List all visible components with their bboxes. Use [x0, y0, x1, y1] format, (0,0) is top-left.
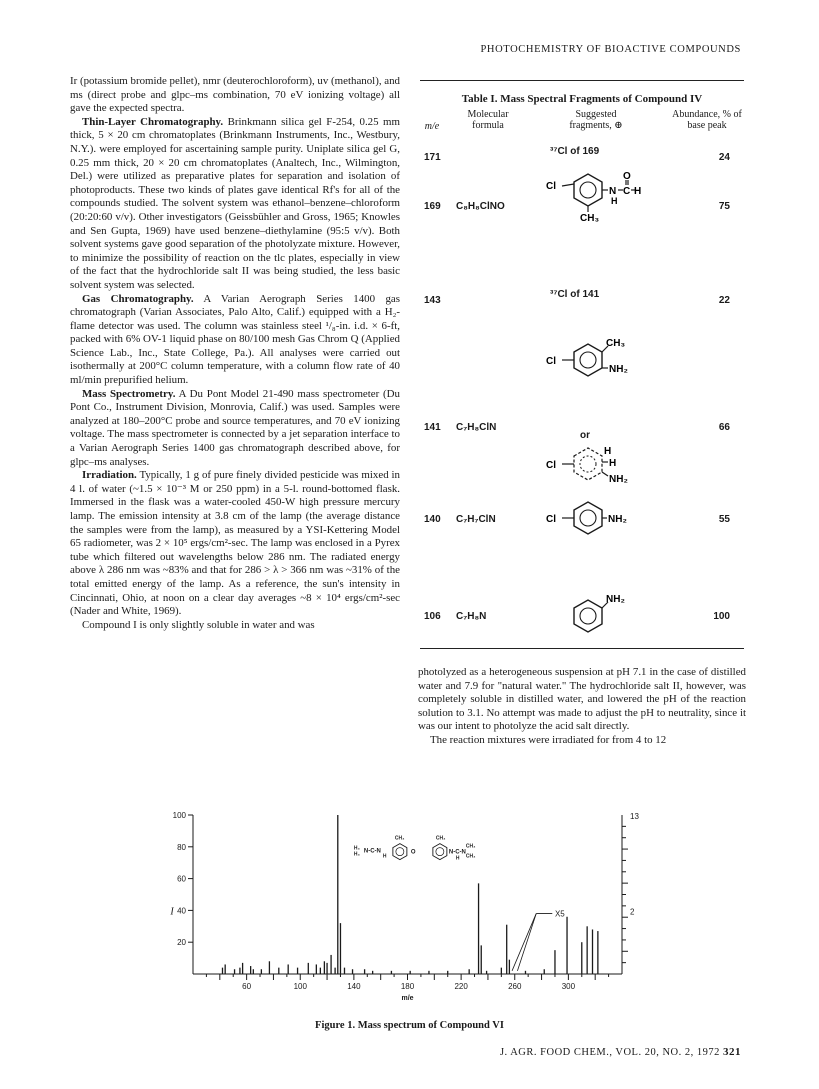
x-tick-label: 100 [293, 982, 307, 991]
struct-ch3-label: CH₃ [606, 338, 626, 349]
paragraph-compound-i: Compound I is only slightly soluble in water and was [82, 618, 315, 631]
row-abundance: 75 [718, 201, 730, 212]
gc-text: A Varian Aerograph Series 1400 gas chromatograph (Varian Associates, Palo Alto, Calif.) equipped with a H₂-flame detector was used. The column was stainless steel ¹/₈-in. i.d. × 6-ft, packed with 6% OV-1 liquid phase on 80/100 mesh Gas Chrom Q (Applied Science Lab., Inc., State College, Pa.). All analyses were carried out isothermally at 200°C column temperature, with a column flow rate of 40 ml/min prepurified helium. [70, 292, 400, 387]
struct-nh2-label: NH₂ [609, 364, 628, 375]
table-header [420, 109, 744, 137]
row-me: 169 [424, 201, 441, 212]
structure-140-image [532, 500, 642, 540]
compound-vi-bond [393, 844, 407, 860]
compound-vi-atom-label: H₃ [353, 845, 360, 852]
col-abundance-header: Abundance, % of base peak [672, 109, 742, 131]
structure-141b-image [532, 442, 642, 490]
gc-heading: Gas Chromatography. [82, 292, 194, 305]
paragraph-photolyzed: photolyzed as a heterogeneous suspension at pH 7.1 in the case of distilled water and 7.9 for "natural water." The hydrochloride salt II, however, was completely soluble in distilled water, and lowered the pH of the reaction solution to 3.1. No attempt was made to adjust the pH to neutrality, since it was our intent to photolyze the acid salt directly. [418, 666, 746, 733]
row-formula: C₇H₇ClN [456, 514, 496, 525]
compound-vi-atom-label: H [455, 855, 460, 862]
annotation-x5: X5 [554, 909, 565, 919]
compound-vi-atom-label: CH₃ [465, 853, 476, 860]
row-me: 106 [424, 611, 441, 622]
row-me: 140 [424, 514, 441, 525]
row-abundance: 55 [718, 514, 730, 525]
tlc-heading: Thin-Layer Chromatography. [82, 115, 224, 128]
right-axis-label-top: 13 [630, 812, 639, 821]
compound-vi-atom-label: CH₃ [465, 843, 476, 850]
compound-vi-atom-label: H₃ [353, 851, 360, 858]
compound-vi-structure [354, 836, 476, 862]
struct-nh2-label: NH₂ [609, 474, 628, 485]
figure-caption: Figure 1. Mass spectrum of Compound VI [315, 1020, 504, 1031]
mass-spectrum-svg [160, 805, 650, 1020]
struct-n-label: N [609, 186, 617, 197]
paragraph-ms [70, 388, 400, 470]
annotation-leader [512, 914, 536, 971]
x-tick-label: 140 [347, 982, 361, 991]
compound-vi-atom-label: CH₃ [394, 835, 405, 842]
x-tick-label: 260 [508, 982, 522, 991]
table-1 [420, 80, 744, 622]
struct-o-label: O [623, 171, 631, 182]
row-formula: C₇H₈N [456, 611, 487, 622]
compound-vi-bond [433, 844, 447, 860]
compound-vi-atom-label: N-C-N [363, 848, 381, 855]
structure-141a-image [532, 338, 642, 384]
irradiation-heading: Irradiation. [82, 469, 137, 482]
table-title: Table I. Mass Spectral Fragments of Compound IV [461, 93, 703, 105]
compound-vi-bond [396, 848, 404, 856]
row-abundance: 66 [718, 422, 730, 433]
row-me: 143 [424, 295, 441, 306]
compound-vi-atom-label: O [410, 849, 416, 856]
col-me-header: m/e [424, 121, 440, 132]
x-axis-label: m/e [401, 995, 414, 1002]
y-tick-label: 80 [177, 842, 186, 852]
journal-citation: J. AGR. FOOD CHEM., VOL. 20, NO. 2, 1972 [499, 1047, 720, 1058]
struct-h-label-2: H [609, 458, 617, 469]
irradiation-text: Typically, 1 g of pure finely divided pesticide was mixed in 4 l. of water (~1.5 × 10⁻³ M or 250 ppm) in a 5-l. round-bottomed flask. Immersed in the flask was a water-cooled 450-W high pressure mercury lamp. The emission intensity at 3.8 cm of the lamp (the average distance the samples were from the lamp), as measured by a YSI-Kettering Model 65 radiometer, was 2 × 10⁵ ergs/cm²-sec. The lamp was enclosed in a Pyrex tube which filtered out wavelengths below 286 nm. The radiated energy above λ 286 nm was ~83% and that for 286 > λ > 366 nm was ~31% of the total emitted energy of the lamp. As a reference, the sun's intensity in Cincinnati, Ohio, at noon on a clear day averages ~8 × 10⁴ ergs/cm²-sec (Nader and White, 1969). [70, 469, 400, 618]
paragraph-reaction: The reaction mixtures were irradiated for from 4 to 12 [430, 733, 667, 746]
ms-heading: Mass Spectrometry. [82, 387, 176, 400]
x-tick-label: 300 [561, 982, 576, 991]
page-number: 321 [723, 1046, 741, 1058]
struct-cl-label: Cl [546, 356, 556, 367]
row-abundance: 24 [718, 152, 730, 163]
ms-text: A Du Pont Model 21-490 mass spectrometer (Du Pont Co., Instrument Division, Monrovia, Calif.) was used. Samples were analyzed at 180–200°C probe and source temperatures, and 70 eV ionizing voltage. The mass spectrometer is connected by a jet separation interface to a Varian Aerograph Series 1400 gas chromatograph described above, for glpc–ms analyses. [70, 387, 400, 468]
struct-h-label: H [604, 446, 612, 457]
struct-nh2-label: NH₂ [608, 514, 627, 525]
structure-169-image [532, 170, 642, 232]
row-formula: C₈H₈ClNO [456, 201, 505, 212]
compound-vi-atom-label: H [382, 853, 387, 860]
compound-vi-atom-label: N-C-N [448, 849, 466, 856]
struct-nh2-label: NH₂ [606, 594, 625, 605]
right-axis-label-bottom: 2 [630, 907, 635, 917]
y-tick-label: 20 [177, 938, 186, 948]
row-abundance: 22 [718, 295, 730, 306]
tlc-text: Brinkmann silica gel F-254, 0.25 mm thick, 5 × 20 cm chromatoplates (Brinkmann Instruments, Inc., Westbury, N.Y.). were employed for ascertaining sample purity. Uniplate silica gel G, 0.25 mm thick, 20 × 20 cm chromatoplates (Analtech, Inc., Wilmington, Del.) were utilized as preparative plates for separation and isolation of photoproducts. These two kinds of plates gave identical Rf's for all of the compounds studied. The solvent system was ethanol–benzene–chloroform (20:20:60 v/v). Other investigators (Geissbühler and Gross, 1965; Knowles and Sen Gupta, 1969) have used benzene–diethylamine (95:5 v/v). Both solvent systems gave good separation of the photolyzate mixture. However, to minimize the possibility of reaction on the tlc plates, especially in view of the fact that the hydrochloride salt II was being studied, the less basic solvent system was selected. [70, 115, 400, 291]
struct-cl-label: Cl [546, 181, 556, 192]
or-label: or [580, 430, 590, 441]
y-tick-label: 60 [177, 874, 186, 884]
left-column [70, 75, 400, 632]
x-tick-label: 220 [454, 982, 468, 991]
y-tick-label: 40 [177, 906, 186, 916]
row-fragment: ³⁷Cl of 141 [550, 289, 600, 300]
structure-106-image [532, 588, 642, 636]
y-axis-label: I [170, 906, 174, 918]
compound-vi-bond [436, 848, 444, 856]
paragraph-gc [70, 293, 400, 388]
table-bottom-rule [420, 648, 744, 649]
compound-vi-atom-label: CH₃ [435, 835, 446, 842]
row-formula: C₇H₈ClN [456, 422, 497, 433]
running-title: PHOTOCHEMISTRY OF BIOACTIVE COMPOUNDS [480, 44, 741, 55]
row-me: 171 [424, 152, 441, 163]
row-me: 141 [424, 422, 441, 433]
struct-cl-label: Cl [546, 514, 556, 525]
struct-ch3-label: CH₃ [580, 213, 600, 224]
struct-nh-label: H [611, 196, 618, 206]
x-tick-label: 180 [400, 982, 415, 991]
table-top-rule [420, 80, 744, 81]
paragraph-spectra: Ir (potassium bromide pellet), nmr (deuterochloroform), uv (methanol), and ms (direct probe and glpc–ms combination, 70 eV ionizing voltage) all gave the expected spectra. [70, 75, 400, 115]
col-formula-header: Molecular formula [467, 109, 509, 131]
annotation-leader [517, 914, 536, 971]
x-tick-label: 60 [242, 982, 252, 991]
struct-cl-label: Cl [546, 460, 556, 471]
col-fragments-header: Suggested fragments, ⊕ [569, 109, 623, 131]
row-fragment: ³⁷Cl of 169 [550, 146, 600, 157]
right-column-text [418, 666, 746, 748]
y-tick-label: 100 [172, 811, 186, 820]
paragraph-tlc [70, 116, 400, 293]
mass-spectrum-chart [160, 805, 650, 1020]
row-abundance: 100 [713, 611, 730, 622]
struct-c-label: C [623, 186, 631, 197]
page-footer [500, 1046, 741, 1058]
paragraph-irradiation [70, 469, 400, 619]
struct-h-label: H [634, 186, 642, 197]
